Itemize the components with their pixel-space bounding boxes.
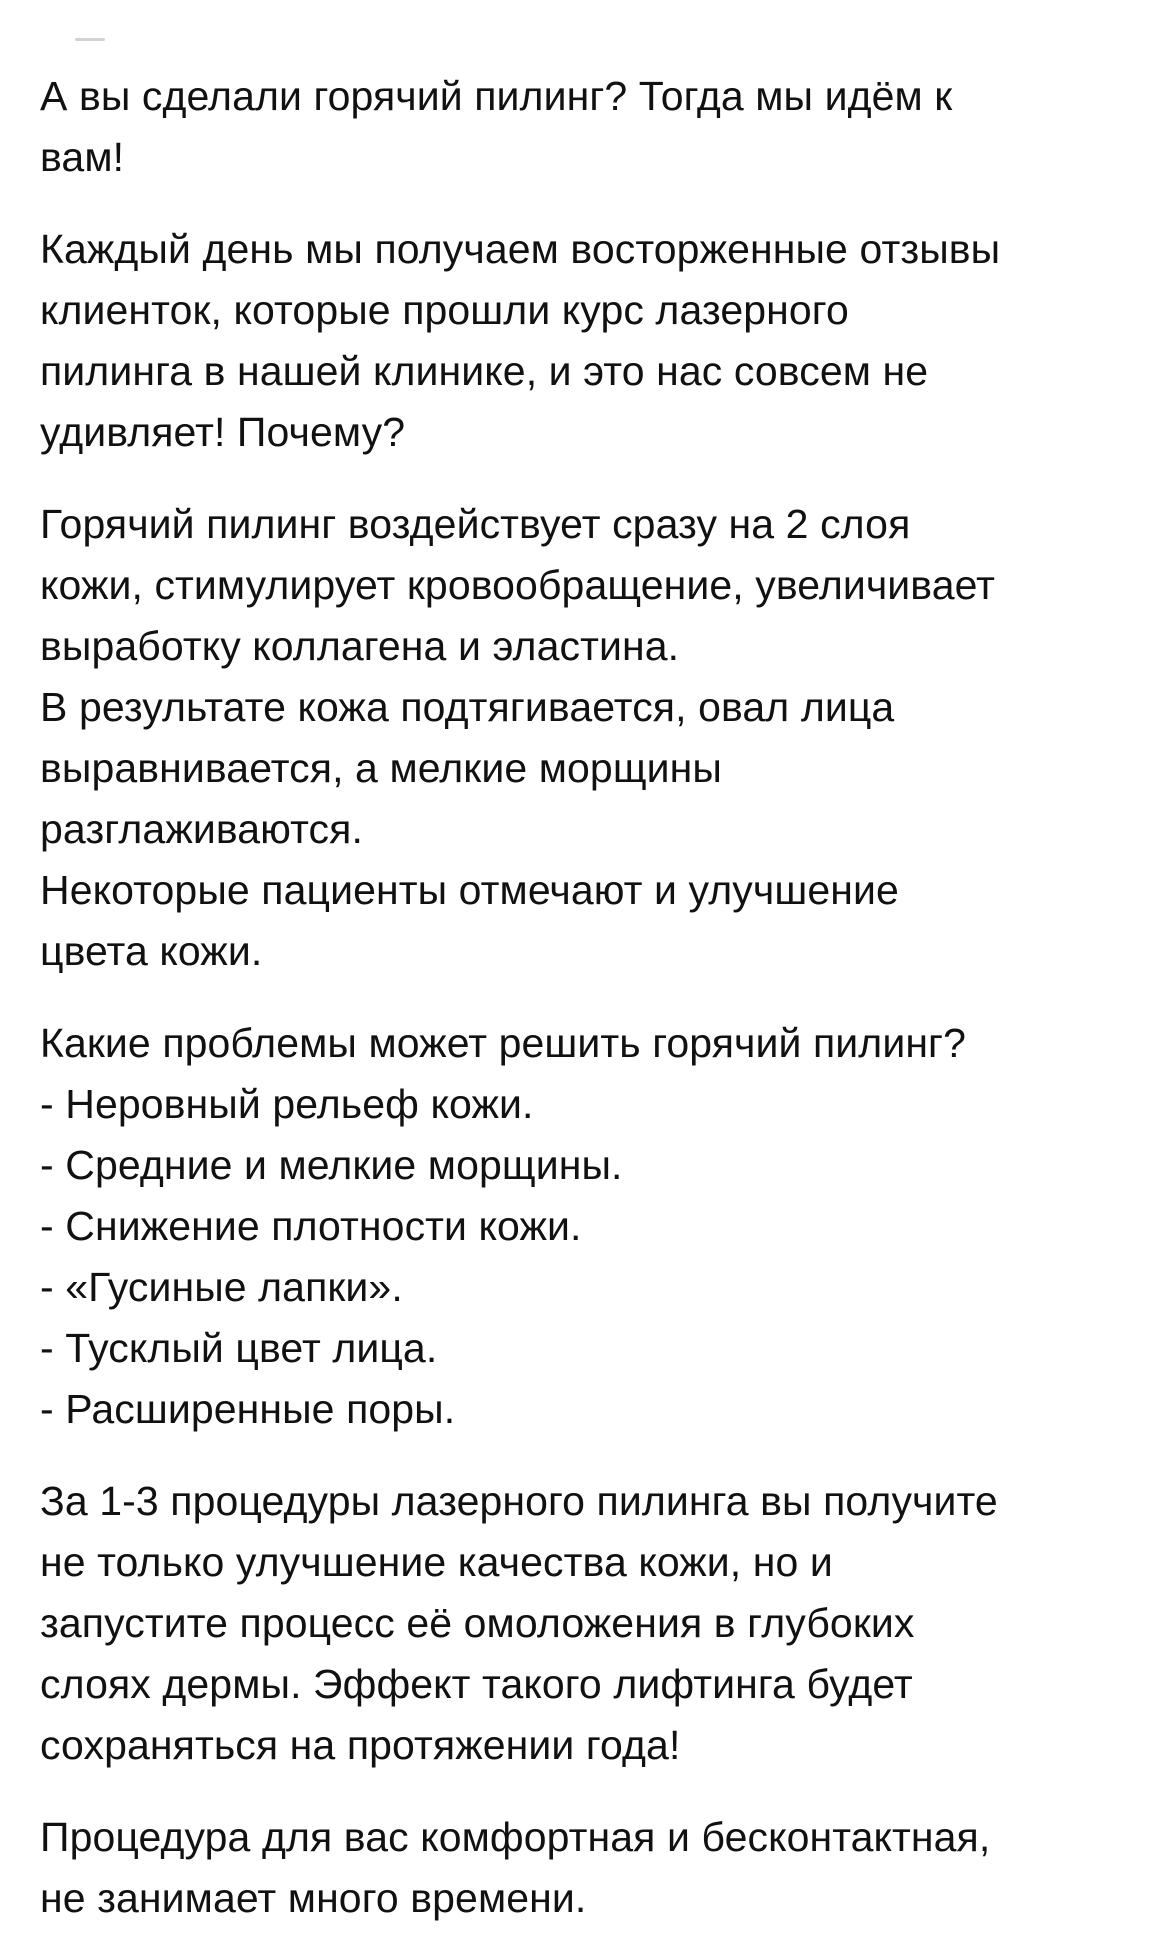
text-line: запустите процесс её омоложения в глубоких: [40, 1600, 915, 1646]
text-line: А вы сделали горячий пилинг? Тогда мы идём к: [40, 73, 953, 119]
list-item: - Расширенные поры.: [40, 1386, 456, 1432]
paragraph-effects: [40, 494, 1140, 982]
post-text: [40, 66, 1140, 1960]
paragraph-reviews: [40, 219, 1140, 463]
text-line: выравнивается, а мелкие морщины: [40, 745, 722, 791]
text-line: разглаживаются.: [40, 806, 363, 852]
text-line: не только улучшение качества кожи, но и: [40, 1539, 833, 1585]
paragraph-result: [40, 1471, 1140, 1776]
list-item: - Тусклый цвет лица.: [40, 1325, 438, 1371]
text-line: За 1-3 процедуры лазерного пилинга вы получите: [40, 1478, 998, 1524]
text-line: цвета кожи.: [40, 928, 263, 974]
text-line: В результате кожа подтягивается, овал лица: [40, 684, 895, 730]
text-line: удивляет! Почему?: [40, 409, 406, 455]
text-line: вам!: [40, 134, 125, 180]
text-line: Каждый день мы получаем восторженные отзывы: [40, 226, 1001, 272]
text-line: слоях дермы. Эффект такого лифтинга будет: [40, 1661, 913, 1707]
text-line: Процедура для вас комфортная и бесконтактная,: [40, 1814, 991, 1860]
top-divider-mark: [75, 38, 105, 41]
list-item: - Снижение плотности кожи.: [40, 1203, 582, 1249]
text-line: выработку коллагена и эластина.: [40, 623, 680, 669]
list-item: - Средние и мелкие морщины.: [40, 1142, 623, 1188]
list-heading: Какие проблемы может решить горячий пилинг?: [40, 1020, 967, 1066]
text-line: кожи, стимулирует кровообращение, увеличивает: [40, 562, 996, 608]
text-line: сохраняться на протяжении года!: [40, 1722, 681, 1768]
paragraph-intro: [40, 66, 1140, 188]
text-line: клиенток, которые прошли курс лазерного: [40, 287, 849, 333]
paragraph-comfort: [40, 1807, 1140, 1929]
list-item: - Неровный рельеф кожи.: [40, 1081, 534, 1127]
paragraph-problems-list: [40, 1013, 1140, 1440]
list-item: - «Гусиные лапки».: [40, 1264, 403, 1310]
text-line: пилинга в нашей клинике, и это нас совсем не: [40, 348, 929, 394]
text-line: Горячий пилинг воздействует сразу на 2 слоя: [40, 501, 911, 547]
text-line: Некоторые пациенты отмечают и улучшение: [40, 867, 899, 913]
text-line: не занимает много времени.: [40, 1875, 587, 1921]
